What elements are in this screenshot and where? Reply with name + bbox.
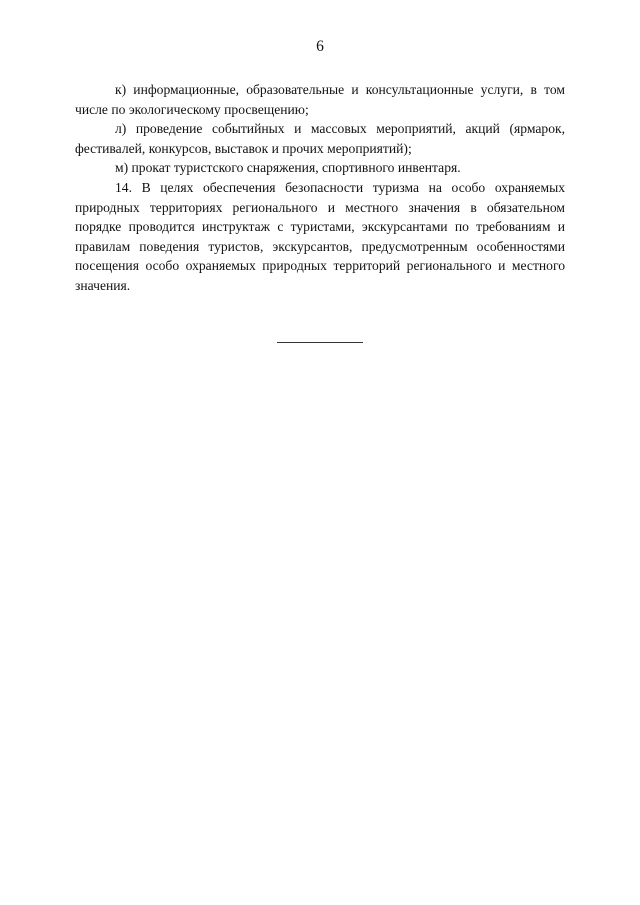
- list-item-m: м) прокат туристского снаряжения, спортивного инвентаря.: [115, 160, 461, 176]
- page-number: 6: [316, 38, 324, 55]
- clause-14: 14. В целях обеспечения безопасности туризма на особо охраняемых природных территориях регионального и местного значения в обязательном порядке проводится инструктаж с туристами, экскурсантами по требованиям и правилам поведения туристов, экскурсантов, предусмотренным особенностями посещения особо охраняемых природных территорий регионального и местного значения.: [75, 179, 565, 293]
- end-separator-line: [277, 342, 363, 343]
- list-item-l: л) проведение событийных и массовых мероприятий, акций (ярмарок, фестивалей, конкурсов, выставок и прочих мероприятий);: [75, 121, 565, 156]
- list-item-k: к) информационные, образовательные и консультационные услуги, в том числе по экологическому просвещению;: [75, 82, 565, 117]
- document-body: [75, 80, 565, 296]
